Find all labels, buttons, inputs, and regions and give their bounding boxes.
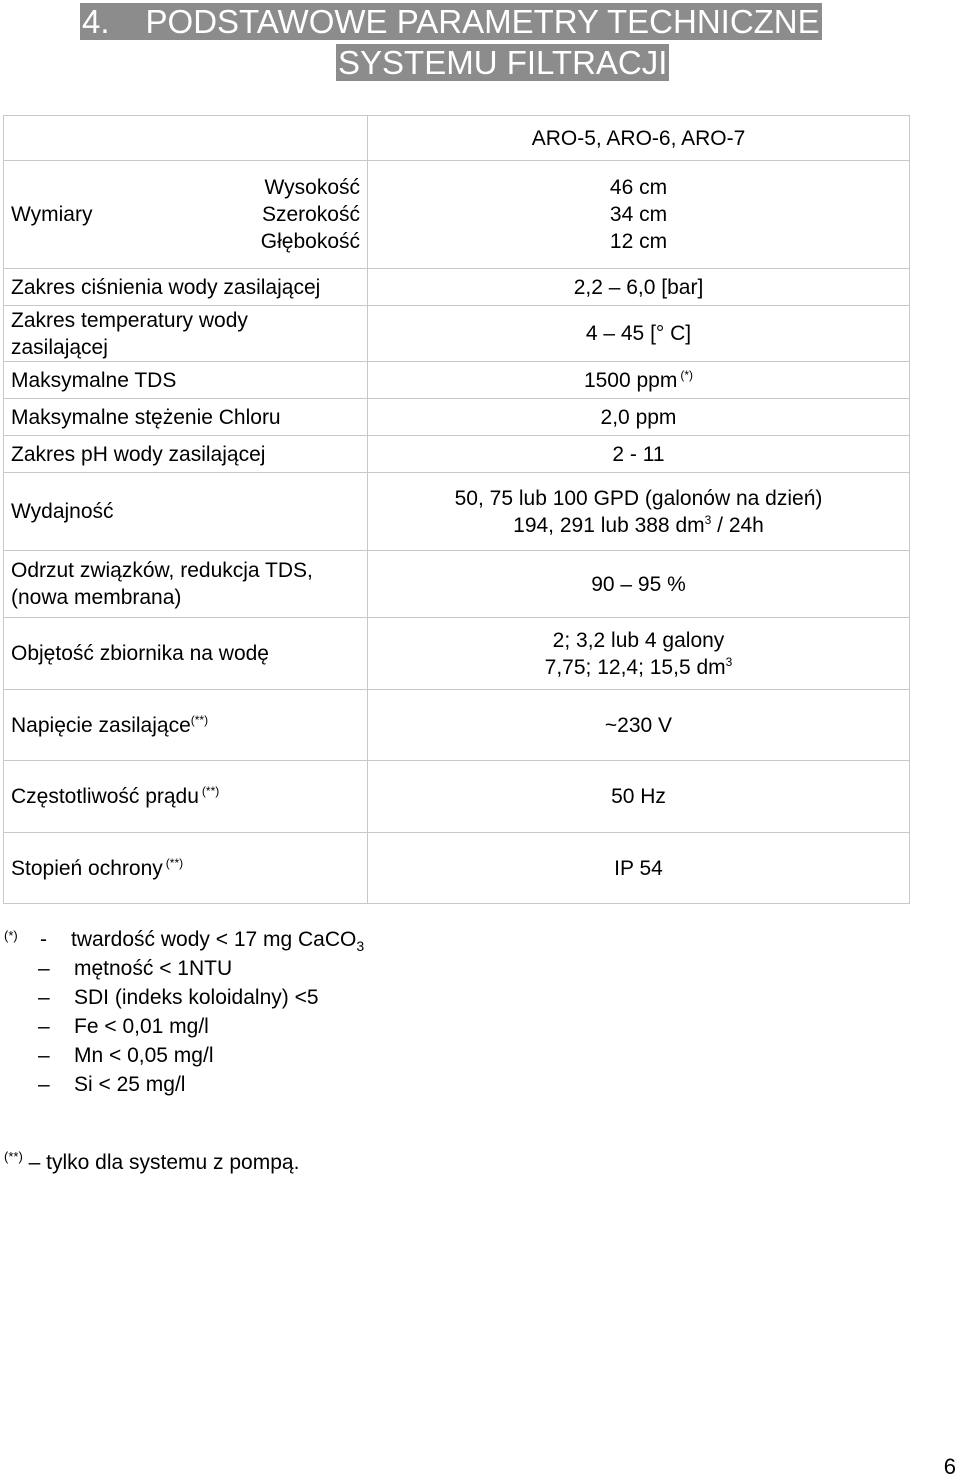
footnotes — [4, 925, 904, 1099]
table-row-temperature — [4, 306, 910, 362]
dimensions-cell — [4, 161, 368, 269]
protection-value: IP 54 — [368, 833, 910, 904]
dimension-label-height: Wysokość — [264, 176, 360, 199]
heading-line-2 — [336, 42, 669, 83]
frequency-label-cell — [4, 761, 368, 833]
table-row-dimensions — [4, 161, 910, 269]
tank-value-cell — [368, 618, 910, 690]
capacity-value-dm3: 194, 291 lub 388 $dm^3 / 24h$ — [513, 512, 764, 537]
pressure-value: 2,2 – 6,0 [bar] — [368, 269, 910, 306]
dimensions-label: Wymiary — [11, 203, 93, 226]
spec-table — [3, 115, 910, 904]
voltage-label: Napięcie zasilające — [11, 713, 191, 737]
table-row-capacity — [4, 473, 910, 551]
pressure-label: Zakres ciśnienia wody zasilającej — [4, 269, 368, 306]
list-item: – mętność < 1NTU — [38, 957, 233, 980]
header-empty-cell — [4, 116, 368, 161]
heading-title-1: PODSTAWOWE PARAMETRY TECHNICZNE — [145, 3, 820, 40]
heading-line-1 — [80, 1, 822, 42]
protection-label-cell — [4, 833, 368, 904]
dimension-value-depth: 12 cm — [609, 230, 668, 253]
ph-value: 2 - 11 — [368, 436, 910, 473]
dimension-value-width: 34 cm — [609, 203, 668, 226]
chlorine-value: 2,0 ppm — [368, 399, 910, 436]
pump-footnote-text: – tylko dla systemu z pompą. — [22, 1151, 300, 1174]
list-item: – Si < 25 mg/l — [38, 1073, 186, 1096]
voltage-footnote-mark: (**) — [190, 712, 209, 727]
tds-footnote-mark: (*) — [680, 367, 694, 382]
dimension-label-depth: Głębokość — [260, 230, 360, 253]
temperature-label: Zakres temperatury wody zasilającej — [4, 306, 368, 362]
table-row-tank — [4, 618, 910, 690]
temperature-value: 4 – 45 [° C] — [368, 306, 910, 362]
table-row-voltage — [4, 690, 910, 761]
ph-label: Zakres pH wody zasilającej — [4, 436, 368, 473]
dimension-label-width: Szerokość — [261, 203, 360, 226]
voltage-label-cell — [4, 690, 368, 761]
dimensions-values-cell — [368, 161, 910, 269]
footnote-hardness: twardość wody < 17 mg CaCO$_3$ — [71, 928, 365, 955]
table-row-rejection — [4, 551, 910, 618]
tds-value: 1500 ppm — [583, 368, 678, 392]
table-row-protection — [4, 833, 910, 904]
list-item: – Mn < 0,05 mg/l — [38, 1044, 214, 1067]
protection-footnote-mark: (**) — [165, 855, 184, 870]
footnote-mark: (*) — [4, 928, 18, 943]
frequency-value: 50 Hz — [368, 761, 910, 833]
voltage-value: ~230 V — [368, 690, 910, 761]
table-row-pressure — [4, 269, 910, 306]
rejection-value: 90 – 95 % — [368, 551, 910, 618]
page-number: 6 — [943, 1454, 956, 1479]
list-item: – Fe < 0,01 mg/l — [38, 1015, 209, 1038]
dimension-value-height: 46 cm — [609, 176, 668, 199]
list-item: – SDI (indeks koloidalny) <5 — [38, 986, 319, 1009]
pump-footnote — [4, 1148, 299, 1177]
capacity-value-gpd: 50, 75 lub 100 GPD (galonów na dzień) — [454, 486, 823, 510]
frequency-label: Częstotliwość prądu — [11, 785, 199, 808]
table-row-tds — [4, 362, 910, 399]
table-row-chlorine — [4, 399, 910, 436]
table-row-frequency — [4, 761, 910, 833]
protection-label: Stopień ochrony — [11, 856, 163, 880]
table-row-ph — [4, 436, 910, 473]
tank-value-dm3: 7,75; 12,4; 15,5 $dm^3$ — [544, 654, 733, 679]
frequency-footnote-mark: (**) — [201, 784, 220, 798]
section-number: 4. — [82, 3, 110, 40]
tds-value-cell — [368, 362, 910, 399]
footnote-first-line — [4, 925, 904, 954]
rejection-label: Odrzut związków, redukcja TDS, (nowa membrana) — [4, 551, 368, 618]
capacity-label: Wydajność — [4, 473, 368, 551]
heading-title-2: SYSTEMU FILTRACJI — [338, 44, 668, 81]
tank-value-gallons: 2; 3,2 lub 4 galony — [552, 628, 725, 652]
pump-footnote-mark: (**) — [4, 1149, 23, 1164]
tds-label: Maksymalne TDS — [4, 362, 368, 399]
footnote-dash: - — [40, 928, 47, 951]
tank-label: Objętość zbiornika na wodę — [4, 618, 368, 690]
table-row — [4, 116, 910, 161]
model-names: ARO-5, ARO-6, ARO-7 — [368, 116, 910, 161]
chlorine-label: Maksymalne stężenie Chloru — [4, 399, 368, 436]
capacity-value-cell — [368, 473, 910, 551]
